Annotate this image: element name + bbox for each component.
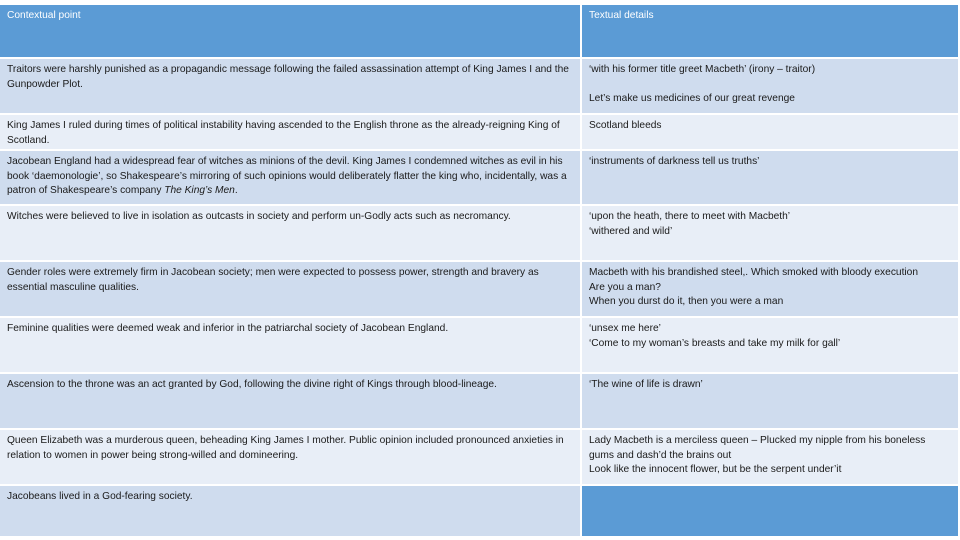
table-row — [0, 430, 960, 486]
details-cell — [582, 430, 960, 486]
detail-line: ‘withered and wild’ — [589, 225, 673, 237]
details-cell — [582, 262, 960, 318]
context-cell — [0, 151, 582, 206]
table-row — [0, 59, 960, 115]
details-cell — [582, 318, 960, 374]
header-textual-details: Textual details — [582, 5, 960, 59]
table-header-row — [0, 5, 960, 59]
details-cell-empty — [582, 486, 960, 538]
detail-line: When you durst do it, then you were a man — [589, 296, 784, 308]
detail-line: ‘instruments of darkness tell us truths’ — [589, 156, 760, 167]
detail-line: Look like the innocent flower, but be the serpent under’it — [589, 464, 842, 476]
header-contextual-point: Contextual point — [0, 5, 582, 59]
detail-line: ‘The wine of life is drawn’ — [589, 379, 703, 390]
detail-line: ‘Come to my woman’s breasts and take my milk for gall’ — [589, 337, 841, 349]
table-row — [0, 206, 960, 262]
context-cell: Traitors were harshly punished as a propagandic message following the failed assassination attempt of King James I and the Gunpowder Plot. — [0, 59, 582, 115]
detail-line: ‘with his former title greet Macbeth’ (irony – traitor) — [589, 64, 816, 75]
detail-line: Are you a man? — [589, 281, 661, 293]
table-row — [0, 151, 960, 206]
table-row — [0, 374, 960, 430]
detail-line: Macbeth with his brandished steel,. Which smoked with bloody execution — [589, 267, 918, 278]
detail-line: Lady Macbeth is a merciless queen – Plucked my nipple from his boneless gums and dash’d the brains out — [589, 435, 929, 461]
table-row — [0, 262, 960, 318]
context-text: Jacobean England had a widespread fear of witches as minions of the devil. King James I condemned witches as evil in his book ‘daemonologie’, so Shakespeare’s mirroring of such opinions would deliberately flatter the king who, incidentally, was a patron of Shakespeare’s company — [7, 156, 567, 197]
context-cell: King James I ruled during times of political instability having ascended to the English throne as the already-reigning King of Scotland. — [0, 115, 582, 151]
detail-line: ‘unsex me here’ — [589, 323, 661, 334]
table-row — [0, 115, 960, 151]
context-cell: Gender roles were extremely firm in Jacobean society; men were expected to possess power, strength and bravery as essential masculine qualities. — [0, 262, 582, 318]
details-cell — [582, 206, 960, 262]
table-row — [0, 486, 960, 538]
detail-line: ‘upon the heath, there to meet with Macbeth’ — [589, 211, 791, 222]
table-row — [0, 318, 960, 374]
context-cell: Queen Elizabeth was a murderous queen, beheading King James I mother. Public opinion included pronounced anxieties in relation to women in power being strong-willed and domineering. — [0, 430, 582, 486]
details-cell — [582, 374, 960, 430]
context-cell: Feminine qualities were deemed weak and inferior in the patriarchal society of Jacobean England. — [0, 318, 582, 374]
details-cell — [582, 59, 960, 115]
context-cell: Jacobeans lived in a God-fearing society. — [0, 486, 582, 538]
company-name: The King’s Men — [164, 185, 235, 197]
details-cell — [582, 115, 960, 151]
context-text-end: . — [234, 185, 238, 197]
context-cell: Witches were believed to live in isolation as outcasts in society and perform un-Godly acts such as necromancy. — [0, 206, 582, 262]
details-cell — [582, 151, 960, 206]
detail-line: Let’s make us medicines of our great revenge — [589, 92, 795, 104]
context-cell: Ascension to the throne was an act granted by God, following the divine right of Kings through blood-lineage. — [0, 374, 582, 430]
detail-line: Scotland bleeds — [589, 120, 662, 131]
context-table — [0, 5, 960, 538]
